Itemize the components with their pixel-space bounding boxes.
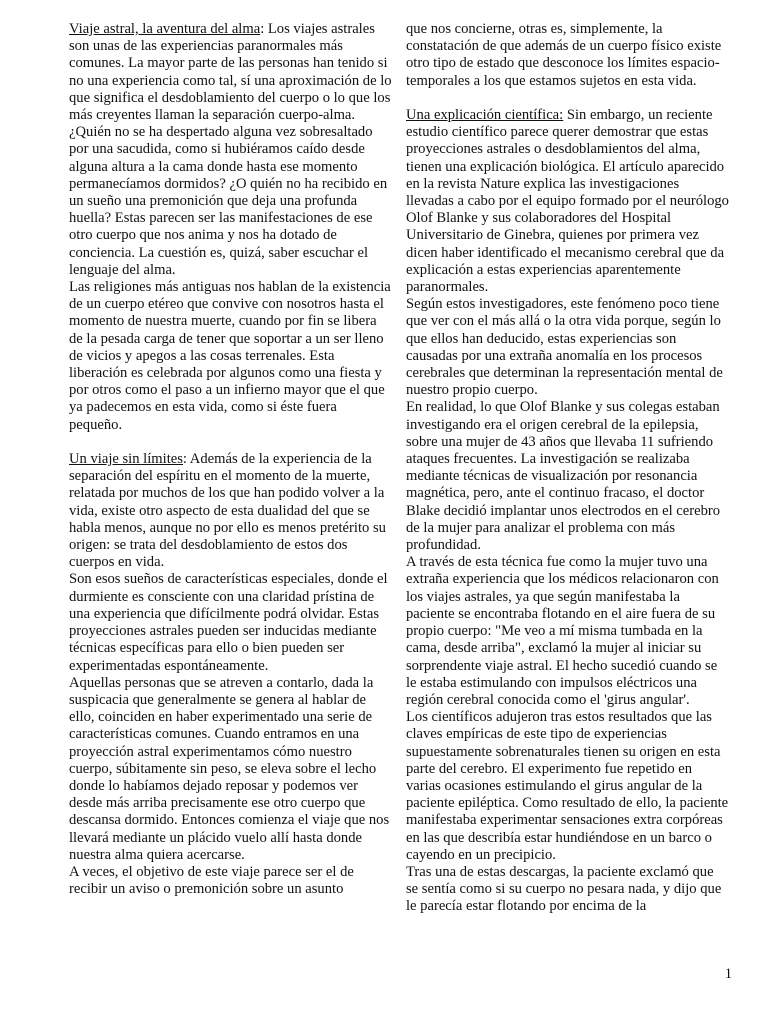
- paragraph: [69, 21, 392, 279]
- paragraph-text: que nos concierne, otras es, simplemente, la constatación de que además de un cuerpo físico existe otro tipo de estado que desconoce los límites espacio-temporales a los que estamos sujetos en esta vida.: [406, 21, 722, 89]
- paragraph: [69, 864, 392, 898]
- paragraph: [406, 399, 729, 554]
- paragraph-text: Los científicos adujeron tras estos resultados que las claves empíricas de este tipo de experiencias supuestamente sobrenaturales tienen su origen en esta parte del cerebro. El experimento fue repetido en varias ocasiones estimulando el girus angular de la paciente epiléptica. Como resultado de ello, la paciente manifestaba experimentar sensaciones extra corpóreas en las que describía estar hundiéndose en un barco o cayendo en un precipicio.: [406, 709, 729, 863]
- paragraph: [69, 279, 392, 434]
- paragraph-text: : Además de la experiencia de la separación del espíritu en el momento de la muerte, relatada por muchos de los que han podido volver a la vida, existe otro aspecto de esta dualidad del que se habla menos, aunque no por ello es menos pretérito su origen: se trata del desdoblamiento de estos dos cuerpos en vida.: [69, 451, 386, 571]
- paragraph-gap: [406, 90, 729, 107]
- paragraph-text: Según estos investigadores, este fenómeno poco tiene que ver con el más allá o la otra vida porque, según lo que ellos han deducido, estas experiencias son causadas por una extraña anomalía en los procesos cerebrales que determinan la representación mental de nuestro propio cuerpo.: [406, 296, 723, 399]
- paragraph-text: Aquellas personas que se atreven a contarlo, dada la suspicacia que generalmente se genera al hablar de ello, coinciden en haber experimentado una serie de características comunes. Cuando entramos en una proyección astral experimentamos cómo nuestro cuerpo, súbitamente sin peso, se eleva sobre el lecho donde lo habíamos dejado reposar y podemos ver desde más arriba precisamente ese otro cuerpo que descansa dormido. Entonces comienza el viaje que nos llevará mediante un plácido vuelo allí hasta donde nuestra alma quiera acercarse.: [69, 674, 390, 863]
- page-number: 1: [724, 966, 732, 982]
- paragraph-text: Son esos sueños de características especiales, donde el durmiente es consciente con una claridad prístina de una experiencia que difícilmente podrá olvidar. Estas proyecciones astrales pueden ser inducidas mediante técnicas específicas para ello o bien pueden ser experimentadas espontáneamente.: [69, 571, 388, 674]
- paragraph: [406, 554, 729, 709]
- paragraph: [406, 296, 729, 399]
- paragraph: [406, 709, 729, 864]
- paragraph: [69, 571, 392, 674]
- paragraph-text: : Los viajes astrales son unas de las experiencias paranormales más comunes. La mayor parte de las personas han tenido si no una experiencia como tal, sí una aproximación de lo que significa el desdoblamiento del cuerpo o lo que los más creyentes llaman la separación cuerpo-alma. ¿Quién no se ha despertado alguna vez sobresaltado por una sacudida, como si hubiéramos caído desde alguna altura a la cama donde hasta ese momento permanecíamos dormidos? ¿O quién no ha recibido en un sueño una premonición que deja una profunda huella? Estas parecen ser las manifestaciones de ese otro cuerpo que nos anima y nos ha dotado de conciencia. La cuestión es, quizá, saber escuchar el lenguaje del alma.: [69, 21, 392, 278]
- paragraph-text: Tras una de estas descargas, la paciente exclamó que se sentía como si su cuerpo no pesara nada, y dijo que le parecía estar flotando por encima de la: [406, 863, 722, 915]
- paragraph-text: A veces, el objetivo de este viaje parece ser el de recibir un aviso o premonición sobre un asunto: [69, 863, 354, 898]
- paragraph: [69, 451, 392, 571]
- paragraph: [406, 21, 729, 90]
- paragraph: [406, 107, 729, 296]
- paragraph-text: Sin embargo, un reciente estudio científico parece querer demostrar que estas proyecciones astrales o desdoblamientos del alma, tienen una explicación biológica. El artículo aparecido en la revista Nature explica las investigaciones llevadas a cabo por el equipo formado por el neurólogo Olof Blanke y sus colaboradores del Hospital Universitario de Ginebra, quienes por primera vez dicen haber identificado el mecanismo cerebral que da explicación a estas experiencias aparentemente paranormales.: [406, 107, 729, 296]
- section-heading: Un viaje sin límites: [69, 451, 183, 468]
- left-column: [69, 21, 392, 898]
- paragraph-text: Las religiones más antiguas nos hablan de la existencia de un cuerpo etéreo que convive con nosotros hasta el momento de nuestra muerte, cuando por fin se libera de la pesada carga de tener que soportar a un ser lleno de vicios y apegos a las cosas terrenales. Esta liberación es celebrada por algunos como una fiesta y por otros como el paso a un infierno mayor que el que ya padecemos en esta vida, como si éste fuera pequeño.: [69, 279, 391, 433]
- right-column: [406, 21, 729, 916]
- paragraph-gap: [69, 434, 392, 451]
- paragraph: [69, 675, 392, 864]
- paragraph-text: En realidad, lo que Olof Blanke y sus colegas estaban investigando era el origen cerebral de la epilepsia, sobre una mujer de 43 años que llevaba 11 sufriendo ataques frecuentes. La investigación se realizaba mediante técnicas de visualización por resonancia magnética, pero, ante el continuo fracaso, el doctor Blake decidió implantar unos electrodos en el cerebro de la mujer para analizar el problema con más profundidad.: [406, 399, 721, 554]
- section-heading: Una explicación científica:: [406, 107, 564, 123]
- paragraph-text: A través de esta técnica fue como la mujer tuvo una extraña experiencia que los médicos relacionaron con los viajes astrales, ya que según manifestaba la paciente se encontraba flotando en el aire fuera de su propio cuerpo: "Me veo a mí misma tumbada en la cama, desde arriba", exclamó la mujer al iniciar su sorprendente viaje astral. El hecho sucedió cuando se le estaba estimulando con impulsos eléctricos una región cerebral conocida como el 'girus angular'.: [406, 554, 719, 708]
- paragraph: [406, 864, 729, 916]
- section-heading: Viaje astral, la aventura del alma: [69, 21, 261, 37]
